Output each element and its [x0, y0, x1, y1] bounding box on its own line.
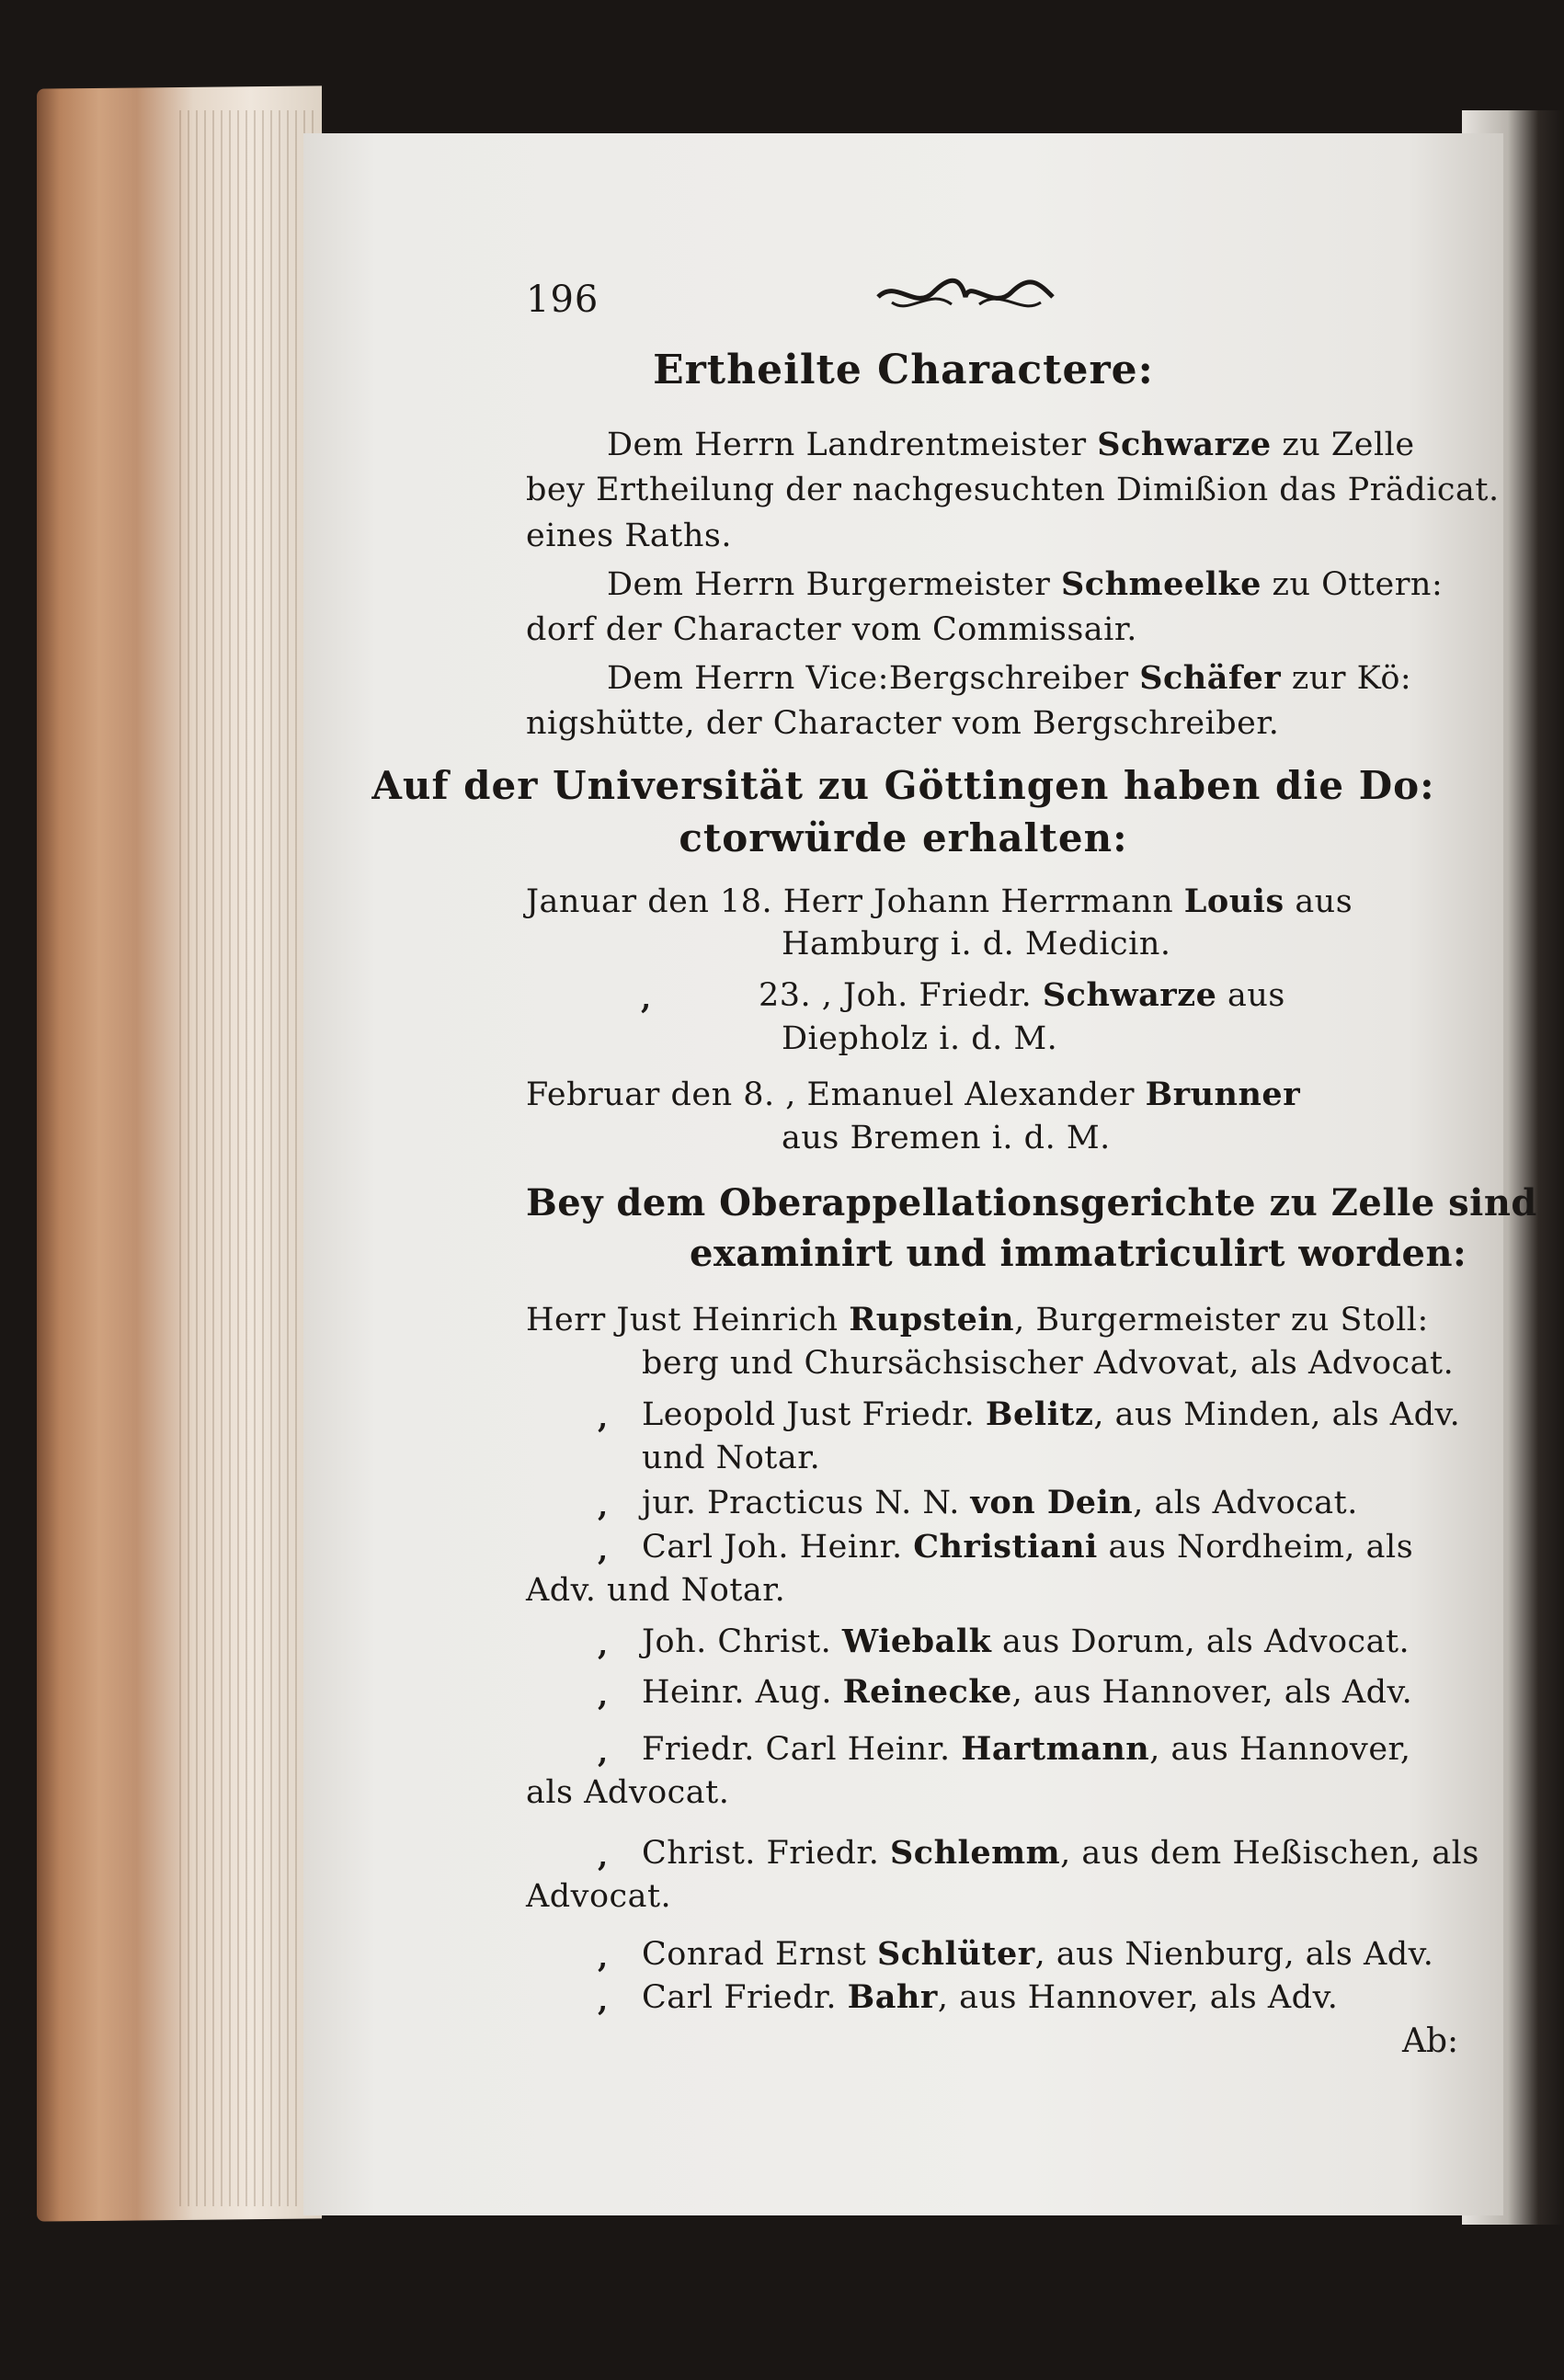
entry-text: Carl Joh. Heinr. [642, 1529, 914, 1566]
heading-lawyers-line2: examinirt und immatriculirt worden: [690, 1232, 1467, 1275]
ditto-mark: , [598, 1627, 609, 1662]
lawyer-entry-6-line1 [642, 1673, 1412, 1711]
lawyer-entry-1-line1 [526, 1301, 1429, 1338]
doctor-entry-2-line2: Diepholz i. d. M. [782, 1020, 1058, 1057]
heading-lawyers-line1: Bey dem Oberappellationsgerichte zu Zelle sind [526, 1181, 1537, 1224]
page-number: 196 [526, 279, 599, 321]
lawyer-entry-4-line2: Adv. und Notar. [526, 1572, 786, 1609]
lawyer-entry-7-line1 [642, 1730, 1411, 1768]
entry-text: , als Advocat. [1133, 1485, 1358, 1521]
ditto-mark: , [641, 981, 652, 1016]
ditto-mark: , [598, 1983, 609, 2018]
heading-doctors-line1: Auf der Universität zu Göttingen haben die Do: [371, 763, 1435, 808]
lawyer-entry-2-line1 [642, 1395, 1460, 1433]
entry-name: Christiani [913, 1528, 1098, 1566]
ditto-mark: , [598, 1678, 609, 1713]
entry-text: Conrad Ernst [642, 1936, 877, 1973]
entry-name: Schwarze [1097, 426, 1272, 463]
entry-text: Herr Just Heinrich [526, 1302, 850, 1338]
lawyer-entry-4-line1 [642, 1528, 1413, 1566]
character-entry-3-line2: nigshütte, der Character vom Bergschreiber. [526, 705, 1280, 742]
entry-text: , Burgermeister zu Stoll: [1014, 1302, 1429, 1338]
entry-name: Louis [1183, 883, 1284, 920]
doctor-entry-3-line2: aus Bremen i. d. M. [782, 1120, 1111, 1156]
entry-text: jur. Practicus N. N. [642, 1485, 971, 1521]
heading-doctors-line2: ctorwürde erhalten: [679, 815, 1128, 860]
entry-text: aus [1284, 883, 1353, 920]
header-ornament [873, 269, 1057, 325]
doctor-entry-3-line1 [526, 1076, 1300, 1113]
entry-text: Christ. Friedr. [642, 1835, 890, 1872]
entry-text: Februar den 8. , Emanuel Alexander [526, 1076, 1146, 1113]
entry-name: Schlüter [877, 1935, 1035, 1973]
entry-name: Rupstein [849, 1301, 1015, 1338]
entry-name: Schlemm [890, 1834, 1061, 1872]
entry-text: Dem Herrn Vice:Bergschreiber [607, 660, 1140, 697]
character-entry-3-line1 [607, 659, 1411, 697]
character-entry-2-line2: dorf der Character vom Commissair. [526, 611, 1137, 648]
entry-text: Dem Herrn Landrentmeister [607, 427, 1098, 463]
entry-text: zur Kö: [1281, 660, 1412, 697]
entry-name: Bahr [847, 1978, 938, 2016]
entry-text: zu Zelle [1271, 427, 1415, 463]
entry-name: Schwarze [1042, 976, 1217, 1014]
character-entry-2-line1 [607, 565, 1443, 603]
catchword: Ab: [1402, 2022, 1459, 2060]
character-entry-1-line2: bey Ertheilung der nachgesuchten Dimißion das Prädicat. [526, 472, 1500, 508]
entry-name: Hartmann [961, 1730, 1150, 1768]
entry-name: Schäfer [1139, 659, 1282, 697]
entry-text: zu Ottern: [1261, 566, 1444, 603]
ditto-mark: , [598, 1940, 609, 1975]
lawyer-entry-2-line2: und Notar. [642, 1440, 821, 1476]
entry-text: aus Dorum, als Advocat. [991, 1623, 1410, 1660]
lawyer-entry-3-line1 [642, 1484, 1358, 1521]
entry-text: 23. , Joh. Friedr. [759, 977, 1043, 1014]
lawyer-entry-5-line1 [642, 1623, 1410, 1660]
character-entry-1-line3: eines Raths. [526, 518, 732, 554]
entry-name: Brunner [1145, 1076, 1301, 1113]
entry-text: , aus Hannover, als Adv. [937, 1979, 1339, 2016]
lawyer-entry-8-line2: Advocat. [526, 1878, 672, 1915]
entry-text: , aus Nienburg, als Adv. [1034, 1936, 1434, 1973]
entry-name: von Dein [970, 1484, 1134, 1521]
entry-text: , aus Hannover, [1149, 1731, 1411, 1768]
doctor-entry-1-line2: Hamburg i. d. Medicin. [782, 926, 1171, 962]
heading-charactere: Ertheilte Charactere: [653, 347, 1154, 393]
entry-text: , aus Minden, als Adv. [1093, 1396, 1461, 1433]
ditto-mark: , [598, 1735, 609, 1770]
entry-name: Reinecke [842, 1673, 1012, 1711]
entry-text: Dem Herrn Burgermeister [607, 566, 1061, 603]
entry-text: Heinr. Aug. [642, 1674, 843, 1711]
book-page [303, 133, 1537, 2215]
ditto-mark: , [598, 1488, 609, 1523]
lawyer-entry-9-line1 [642, 1935, 1433, 1973]
lawyer-entry-7-line2: als Advocat. [526, 1774, 730, 1811]
entry-text: aus [1216, 977, 1285, 1014]
lawyer-entry-10-line1 [642, 1978, 1338, 2016]
entry-text: aus Nordheim, als [1097, 1529, 1414, 1566]
entry-text: , aus dem Heßischen, als [1060, 1835, 1479, 1872]
entry-name: Schmeelke [1061, 565, 1261, 603]
character-entry-1-line1 [607, 426, 1415, 463]
lawyer-entry-1-line2: berg und Chursächsischer Advovat, als Advocat. [642, 1345, 1455, 1382]
entry-text: Januar den 18. Herr Johann Herrmann [526, 883, 1184, 920]
doctor-entry-2-line1 [759, 976, 1285, 1014]
entry-text: Joh. Christ. [642, 1623, 842, 1660]
entry-text: Leopold Just Friedr. [642, 1396, 986, 1433]
entry-text: , aus Hannover, als Adv. [1011, 1674, 1413, 1711]
page-stack-edges [179, 110, 317, 2206]
lawyer-entry-8-line1 [642, 1834, 1479, 1872]
entry-text: Carl Friedr. [642, 1979, 848, 2016]
ditto-mark: , [598, 1839, 609, 1873]
entry-text: Friedr. Carl Heinr. [642, 1731, 962, 1768]
entry-name: Wiebalk [841, 1623, 992, 1660]
ditto-mark: , [598, 1400, 609, 1435]
entry-name: Belitz [985, 1395, 1094, 1433]
ditto-mark: , [598, 1532, 609, 1567]
doctor-entry-1-line1 [526, 883, 1353, 920]
